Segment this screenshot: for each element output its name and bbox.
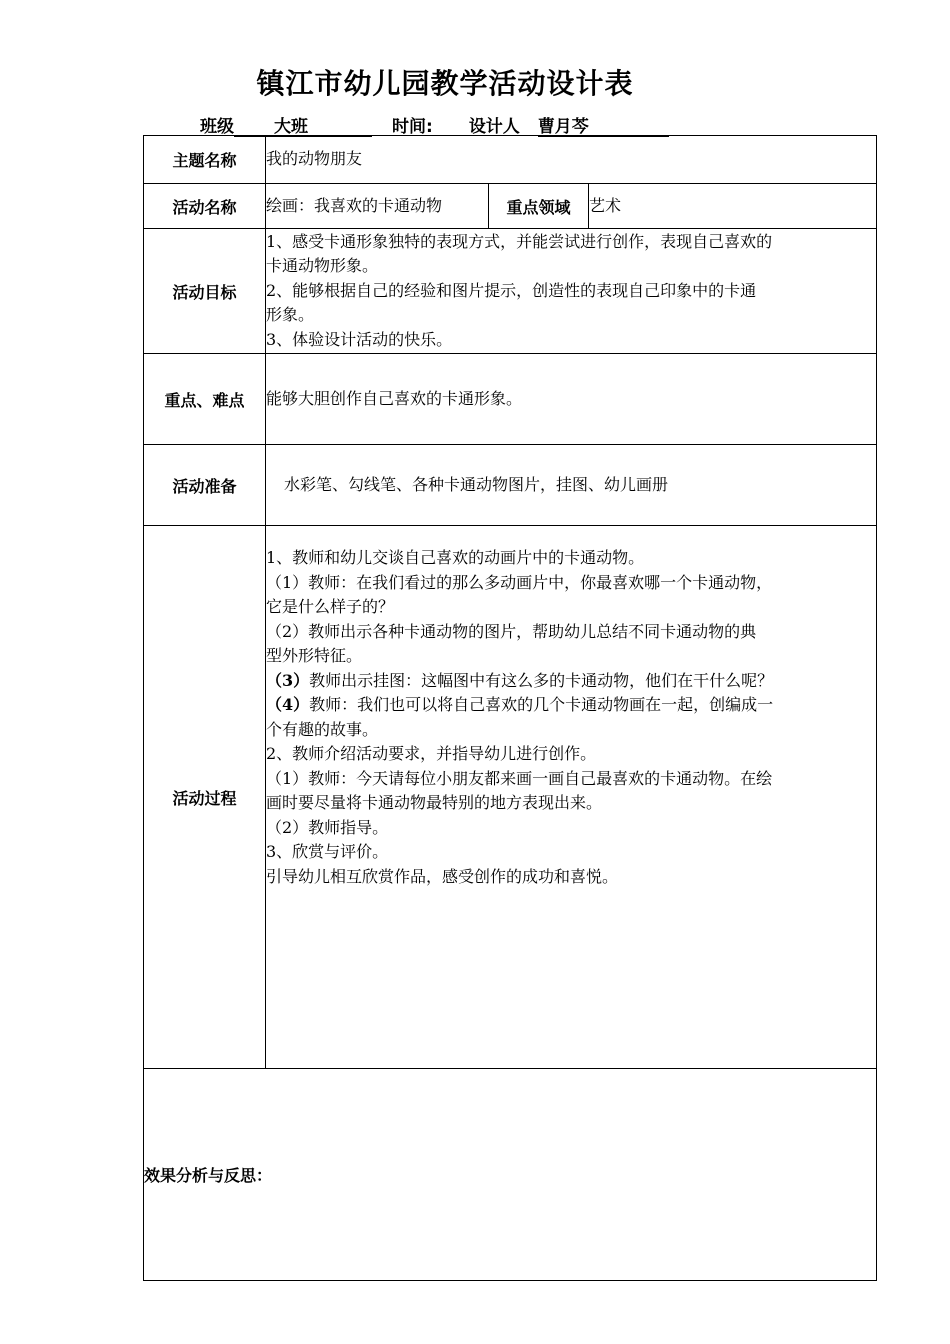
process-line: 3、欣赏与评价。 [266,842,389,861]
process-line: （2）教师出示各种卡通动物的图片，帮助幼儿总结不同卡通动物的典 [266,621,757,641]
process-row [144,526,877,1069]
goals-label: 活动目标 [144,229,266,354]
process-line: （4）教师：我们也可以将自己喜欢的几个卡通动物画在一起，创编成一 [266,695,774,714]
activity-row [144,184,877,229]
document-title: 镇江市幼儿园教学活动设计表 [256,67,634,100]
process-line: （2）教师指导。 [266,817,389,837]
reflection-row [144,1069,877,1281]
process-line: 1、教师和幼儿交谈自己喜欢的动画片中的卡通动物。 [266,548,645,567]
key-points-row [144,354,877,445]
process-content [266,526,877,1069]
process-line: （3）教师出示挂图：这幅图中有这么多的卡通动物，他们在干什么呢？ [266,670,774,690]
goals-line: 3、体验设计活动的快乐。 [266,329,453,349]
designer-label: 设计人 [468,117,520,137]
goals-line: 卡通动物形象。 [266,256,379,276]
time-label: 时间: [392,117,433,137]
step-number: （3） [266,670,310,690]
goals-row [144,229,877,354]
process-line: 引导幼儿相互欣赏作品，感受创作的成功和喜悦。 [266,866,619,886]
theme-label: 主题名称 [144,136,266,184]
domain-label: 重点领域 [489,184,589,229]
activity-label: 活动名称 [144,184,266,229]
process-label: 活动过程 [144,526,266,1069]
goals-line: 形象。 [266,305,315,325]
domain-value: 艺术 [589,184,877,229]
goals-content [266,229,877,354]
preparation-value: 水彩笔、勾线笔、各种卡通动物图片，挂图、幼儿画册 [266,445,877,526]
document-meta [200,112,669,137]
activity-design-table [143,135,877,1281]
designer-value: 曹月芩 [537,117,589,137]
step-number: （4） [266,695,310,714]
process-line: 个有趣的故事。 [266,719,379,739]
process-line: （1）教师：今天请每位小朋友都来画一画自己最喜欢的卡通动物。在绘 [266,768,773,788]
activity-value: 绘画：我喜欢的卡通动物 [266,184,489,229]
theme-value: 我的动物朋友 [266,136,877,184]
preparation-label: 活动准备 [144,445,266,526]
reflection-label: 效果分析与反思： [144,1069,877,1281]
class-value: 大班 [274,117,308,137]
goals-line: 1、感受卡通形象独特的表现方式，并能尝试进行创作，表现自己喜欢的 [266,231,773,251]
process-line: 2、教师介绍活动要求，并指导幼儿进行创作。 [266,744,597,763]
class-label: 班级 [200,117,234,137]
process-line: 型外形特征。 [266,646,363,665]
theme-row [144,136,877,184]
process-line: 画时要尽量将卡通动物最特别的地方表现出来。 [266,793,603,812]
process-line: （1）教师：在我们看过的那么多动画片中，你最喜欢哪一个卡通动物， [266,572,773,592]
preparation-row [144,445,877,526]
key-points-value: 能够大胆创作自己喜欢的卡通形象。 [266,354,877,445]
goals-line: 2、能够根据自己的经验和图片提示，创造性的表现自己印象中的卡通 [266,280,757,300]
process-line: 它是什么样子的？ [266,597,395,616]
key-points-label: 重点、难点 [144,354,266,445]
